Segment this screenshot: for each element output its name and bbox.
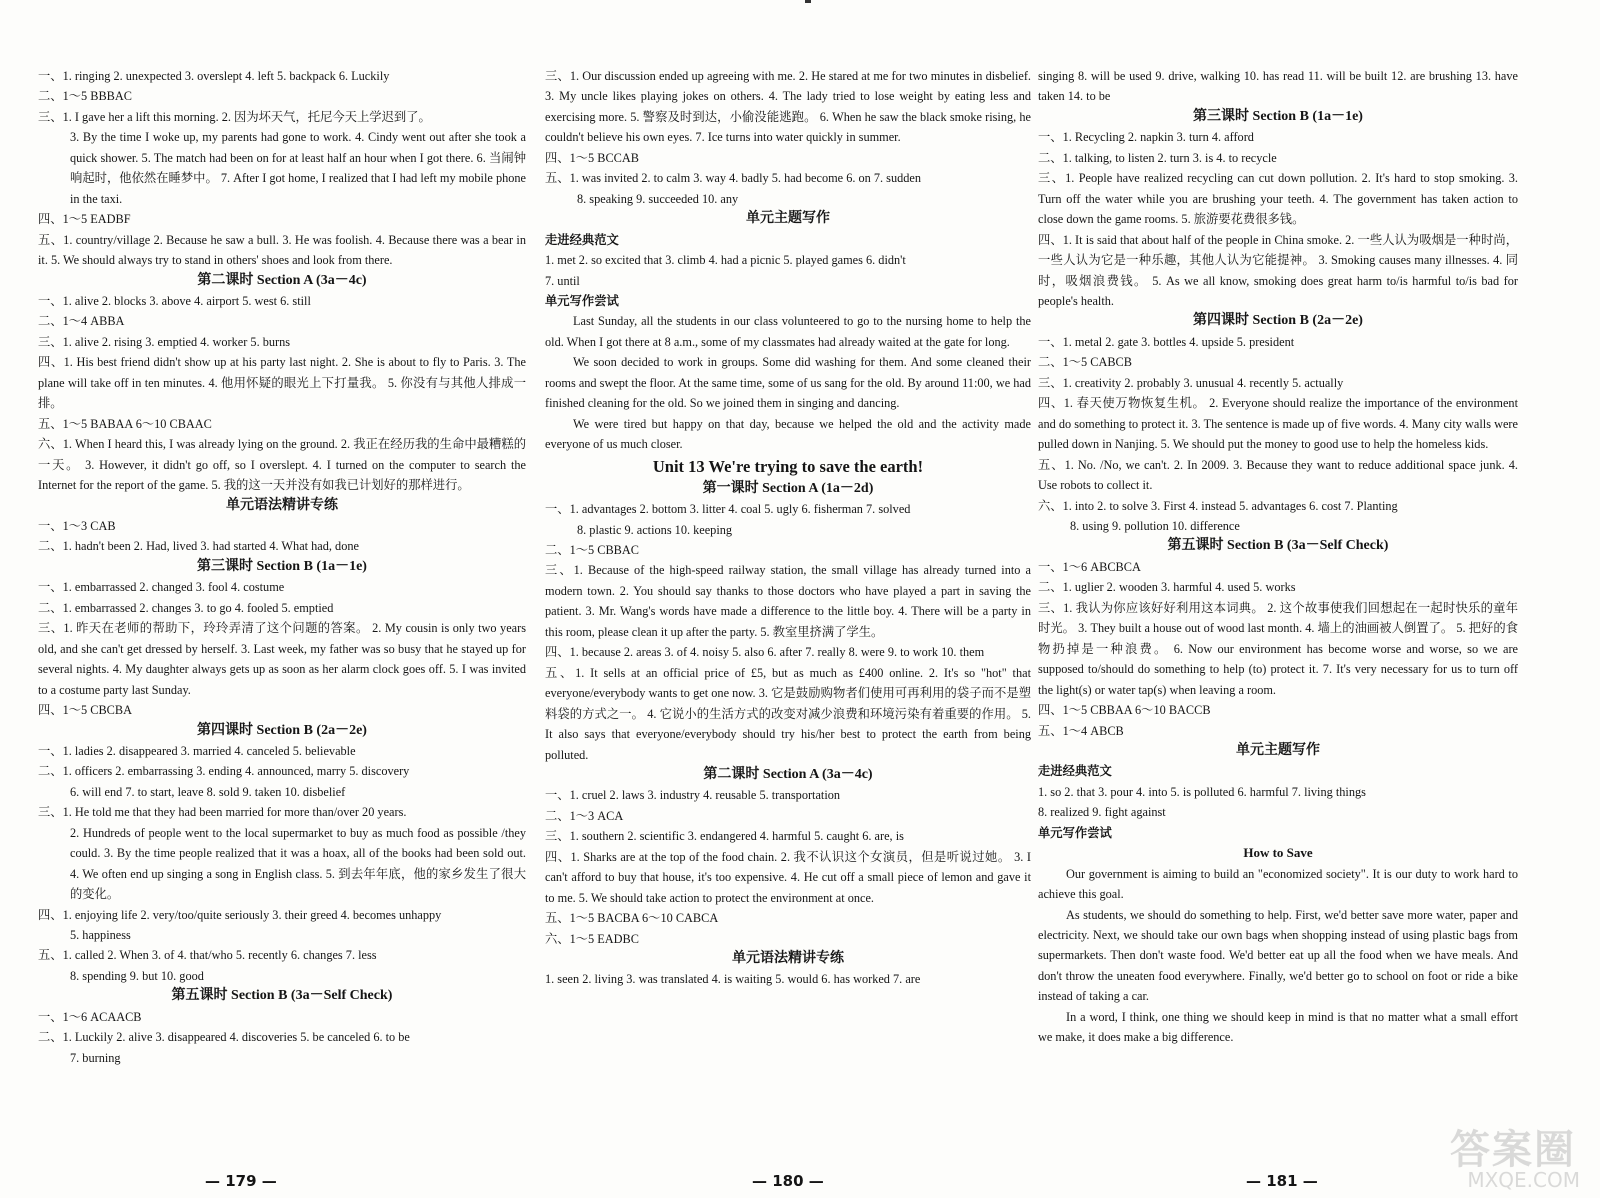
answer-line: 1. met 2. so excited that 3. climb 4. had a picnic 5. played games 6. didn't [545,253,906,268]
answer-line: 1. so 2. that 3. pour 4. into 5. is polluted 6. harmful 7. living things [1038,784,1366,799]
answer-line: 四、1～5 BCCAB [545,150,639,165]
answer-line: 三、1. 我认为你应该好好利用这本词典。 2. 这个故事使我们回想起在一起时快乐的童年时光。 3. They built a house out of wood last month. 4. 墙上的油画被人倒置了。 5. 把好的食物扔掉是一种浪费。 6. Now our environment has become worse and worse, so we are supposed to/should do something to help (to) protect it. 7. It's very necessary for us to turn off the light(s) or water tap(s) when leaving a room. [1038,600,1518,697]
answer-line: 三、1. Because of the high-speed railway station, the small village has already turned into a modern town. 2. You should say thanks to those doctors who have played a part in saving the patient. 3. Mr. Wang's words have made a difference to the little boy. 4. There will be a party in this room, please clean it up after the party. 5. 教室里挤满了学生。 [545,563,1031,639]
answer-line: 6. will end 7. to start, leave 8. sold 9. taken 10. disbelief [70,784,346,799]
answer-line: 一、1～3 CAB [38,518,116,533]
essay-paragraph: Our government is aiming to build an "economized society". It is our duty to work hard to achieve this goal. [1038,866,1518,902]
section-heading: 第五课时 Section B (3a－Self Check) [171,988,393,1004]
answer-line: 四、1. His best friend didn't show up at his party last night. 2. She is about to fly to Paris. 3. The plane will take off in ten minutes. 4. 他用怀疑的眼光上下打量我。 5. 你没有与其他人排成一排。 [38,355,526,411]
top-edge-mark [805,0,811,3]
essay-paragraph: As students, we should do something to help. First, we'd better save more water, paper and electricity. Next, we should take our own bags when shopping instead of using plastic bags from supermarkets. Then don't waste food. We'd better eat up all the food when we have meals. And don't throw the uneaten food everywhere. Finally, we'd better go to school on foot or ride a bike instead of taking a car. [1038,907,1518,1004]
watermark-url: MXQE.COM [1467,1168,1580,1192]
answer-line: 2. Hundreds of people went to the local supermarket to buy as much food as possible /they could. 3. By the time people realized that it was a hoax, all of the books had been sold out. 4. We often end up singing a song in English class. 5. 到去年年底，他的家乡发生了很大的变化。 [70,825,526,902]
section-heading: 第一课时 Section A (1a－2d) [702,480,874,496]
answer-line: 五、1. No. /No, we can't. 2. In 2009. 3. Because they want to reduce additional space junk. 4. Use robots to collect it. [1038,457,1518,493]
answer-line: 8. realized 9. fight against [1038,805,1166,820]
answer-line: singing 8. will be used 9. drive, walking 10. has read 11. will be built 12. are brushing 13. have taken 14. to be [1038,69,1518,104]
answer-line: 五、1. was invited 2. to calm 3. way 4. badly 5. had become 6. on 7. sudden [545,171,922,186]
watermark-text: 答案圈 [1450,1127,1576,1173]
subsection-label: 走进经典范文 [1038,764,1112,779]
section-heading: 单元语法精讲专练 [732,951,844,967]
answer-line: 5. happiness [70,928,131,943]
answer-line: 三、1. alive 2. rising 3. emptied 4. worker 5. burns [38,334,291,349]
page-179-column [38,66,526,1198]
essay-paragraph: In a word, I think, one thing we should keep in mind is that no matter what a small effort we make, it does make a big difference. [1038,1009,1518,1045]
answer-line: 三、1. 昨天在老师的帮助下，玲玲弄清了这个问题的答案。 2. My cousin is only two years old, and she can't get dressed by herself. 3. Last week, my father was so busy that he stayed up for several nights. 4. My daughter always gets up as soon as her alarm clock goes off. 5. I was invited to a costume party last Sunday. [38,621,526,697]
page-number: — 179 — [205,1172,277,1190]
answer-line: 一、1. alive 2. blocks 3. above 4. airport 5. west 6. still [38,293,311,308]
answer-line: 8. speaking 9. succeeded 10. any [577,191,739,206]
section-heading: 第四课时 Section B (2a－2e) [1193,313,1363,329]
section-heading: 第三课时 Section B (1a－1e) [1193,108,1363,124]
answer-line: 一、1. ladies 2. disappeared 3. married 4. canceled 5. believable [38,743,356,758]
answer-line: 8. plastic 9. actions 10. keeping [577,522,733,537]
answer-line: 1. seen 2. living 3. was translated 4. is waiting 5. would 6. has worked 7. are [545,972,921,987]
answer-line: 8. spending 9. but 10. good [70,968,204,983]
answer-line: 四、1～5 EADBF [38,212,131,227]
answer-line: 六、1～5 EADBC [545,931,639,946]
answer-line: 二、1～5 CBBAC [545,542,639,557]
section-heading: 第二课时 Section A (3a－4c) [703,766,873,782]
answer-line: 一、1. embarrassed 2. changed 3. fool 4. costume [38,580,285,595]
section-heading: 单元主题写作 [746,211,830,227]
answer-line: 二、1. officers 2. embarrassing 3. ending 4. announced, marry 5. discovery [38,764,410,779]
unit-title: Unit 13 We're trying to save the earth! [652,456,924,476]
answer-line: 二、1～3 ACA [545,808,624,823]
answer-line: 二、1. Luckily 2. alive 3. disappeared 4. discoveries 5. be canceled 6. to be [38,1030,410,1045]
answer-line: 五、1～5 BABAA 6～10 CBAAC [38,416,212,431]
page-number: — 181 — [1246,1172,1318,1190]
answer-line: 一、1～6 ACAACB [38,1009,142,1024]
answer-line: 三、1. He told me that they had been married for more than/over 20 years. [38,805,407,820]
answer-line: 三、1. I gave her a lift this morning. 2. 因为坏天气，托尼今天上学迟到了。 [38,109,431,124]
answer-line: 三、1. southern 2. scientific 3. endangered 4. harmful 5. caught 6. are, is [545,829,904,844]
answer-line: 六、1. into 2. to solve 3. First 4. instead 5. advantages 6. cost 7. Planting [1038,498,1398,513]
answer-line: 四、1～5 CBCBA [38,703,132,718]
answer-line: 一、1. cruel 2. laws 3. industry 4. reusable 5. transportation [545,788,841,803]
section-heading: 单元语法精讲专练 [226,497,338,513]
answer-line: 四、1. Sharks are at the top of the food chain. 2. 我不认识这个女演员，但是听说过她。 3. I can't afford to buy that house, it's too expensive. 4. He cut off a small piece of lemon and gave it to me. 5. We should take action to protect the environment at once. [545,849,1031,905]
essay-paragraph: We were tired but happy on that day, because we helped the old and the activity made everyone of us much closer. [545,416,1031,452]
essay-paragraph: We soon decided to work in groups. Some did washing for them. And some cleaned their rooms and swept the floor. At the same time, some of us sang for the old. By around 11:00, we had finished cleaning for the old. So we joined them in singing and dancing. [545,355,1031,411]
answer-line: 五、1. called 2. When 3. of 4. that/who 5. recently 6. changes 7. less [38,948,377,963]
answer-line: 四、1. enjoying life 2. very/too/quite seriously 3. their greed 4. becomes unhappy [38,907,442,922]
page-181-column [1038,66,1518,1198]
answer-line: 三、1. creativity 2. probably 3. unusual 4. recently 5. actually [1038,375,1344,390]
answer-line: 一、1. Recycling 2. napkin 3. turn 4. afford [1038,130,1254,145]
answer-line: 二、1～4 ABBA [38,314,125,329]
answer-line: 一、1. metal 2. gate 3. bottles 4. upside 5. president [1038,334,1295,349]
answer-line: 三、1. Our discussion ended up agreeing with me. 2. He stared at me for two minutes in disbelief. 3. My uncle likes playing jokes on others. 4. The lady tried to lose weight by eating less and exercising more. 5. 警察及时到达，小偷没能逃跑。 6. When he saw the black smoke rising, he couldn't believe his own eyes. 7. Ice turns into water quickly in summer. [545,69,1031,145]
answer-line: 五、1～4 ABCB [1038,723,1124,738]
answer-line: 一、1～6 ABCBCA [1038,559,1141,574]
essay-paragraph: Last Sunday, all the students in our class volunteered to go to the nursing home to help the old. When I got there at 8 a.m., some of my classmates had already waited at the gate for long. [545,314,1031,349]
subsection-label: 单元写作尝试 [1038,825,1112,840]
answer-line: 一、1. advantages 2. bottom 3. litter 4. coal 5. ugly 6. fisherman 7. solved [545,502,911,517]
answer-line: 8. using 9. pollution 10. difference [1070,518,1240,533]
essay-title: How to Save [1243,845,1313,861]
section-heading: 第五课时 Section B (3a－Self Check) [1167,538,1389,554]
answer-line: 三、1. People have realized recycling can cut down pollution. 2. It's hard to stop smoking. 3. Turn off the water while you are brushing your teeth. 4. The government has taken action to close down the game rooms. 5. 旅游要花费很多钱。 [1038,171,1518,227]
answer-line: 二、1. talking, to listen 2. turn 3. is 4. to recycle [1038,150,1277,165]
answer-line: 二、1. embarrassed 2. changes 3. to go 4. fooled 5. emptied [38,600,334,615]
answer-line: 3. By the time I woke up, my parents had gone to work. 4. Cindy went out after she took a quick shower. 5. The match had been on for at least half an hour when I got there. 6. 当闹钟响起时，他依然在睡梦中。 7. After I got home, I realized that I had left my mobile phone in the taxi. [70,130,526,206]
answer-line: 六、1. When I heard this, I was already lying on the ground. 2. 我正在经历我的生命中最糟糕的一天。 3. However, it didn't go off, so I overslept. 4. I turned on the computer to search the Internet for the report of the game. 5. 我的这一天并没有如我已计划好的那样进行。 [38,437,526,493]
answer-line: 一、1. ringing 2. unexpected 3. overslept 4. left 5. backpack 6. Luckily [38,69,390,83]
answer-line: 五、1. country/village 2. Because he saw a bull. 3. He was foolish. 4. Because there was a bear in it. 5. We should always try to stand in others' shoes and look from there. [38,232,526,268]
answer-line: 五、1～5 BACBA 6～10 CABCA [545,911,719,926]
watermark-logo [1410,1118,1586,1192]
answer-line: 二、1. uglier 2. wooden 3. harmful 4. used 5. works [1038,580,1296,595]
answer-line: 四、1. It is said that about half of the people in China smoke. 2. 一些人认为吸烟是一种时尚，一些人认为它是一种乐趣，其他人认为它能提神。 3. Smoking causes many illnesses. 4. 同时，吸烟浪费钱。 5. As we all know, smoking does great harm to/is harmful to/is bad for people's health. [1038,232,1518,308]
section-heading: 第三课时 Section B (1a－1e) [197,558,367,574]
answer-line: 四、1～5 CBBAA 6～10 BACCB [1038,703,1211,718]
answer-line: 7. burning [70,1050,121,1065]
subsection-label: 走进经典范文 [545,232,619,247]
answer-line: 二、1. hadn't been 2. Had, lived 3. had started 4. What had, done [38,539,359,554]
answer-line: 二、1～5 BBBAC [38,89,132,104]
answer-line: 四、1. because 2. areas 3. of 4. noisy 5. also 6. after 7. really 8. were 9. to work 10. them [545,645,985,660]
page-number: — 180 — [752,1172,824,1190]
answer-line: 7. until [545,273,580,288]
section-heading: 单元主题写作 [1236,742,1320,758]
answer-line: 五、1. It sells at an official price of £5, but as much as £400 online. 2. It's so "hot" that everyone/everybody wants to get one now. 3. 它是鼓励购物者们使用可再利用的袋子而不是塑料袋的方式之一。 4. 它说小的生活方式的改变对减少浪费和环境污染有着重要的作用。 5. It also says that everyone/everybody should try his/her best to protect the earth from being polluted. [545,665,1031,762]
subsection-label: 单元写作尝试 [545,293,619,308]
page-180-column [545,66,1031,1198]
section-heading: 第二课时 Section A (3a－4c) [197,272,367,288]
section-heading: 第四课时 Section B (2a－2e) [197,722,367,738]
answer-line: 二、1～5 CABCB [1038,355,1132,370]
answer-line: 四、1. 春天使万物恢复生机。 2. Everyone should realize the importance of the environment and do something to protect it. 3. The sentence is made up of five words. 4. Many city walls were pulled down in Nanjing. 5. We should put the money to good use to help the homeless kids. [1038,396,1518,452]
